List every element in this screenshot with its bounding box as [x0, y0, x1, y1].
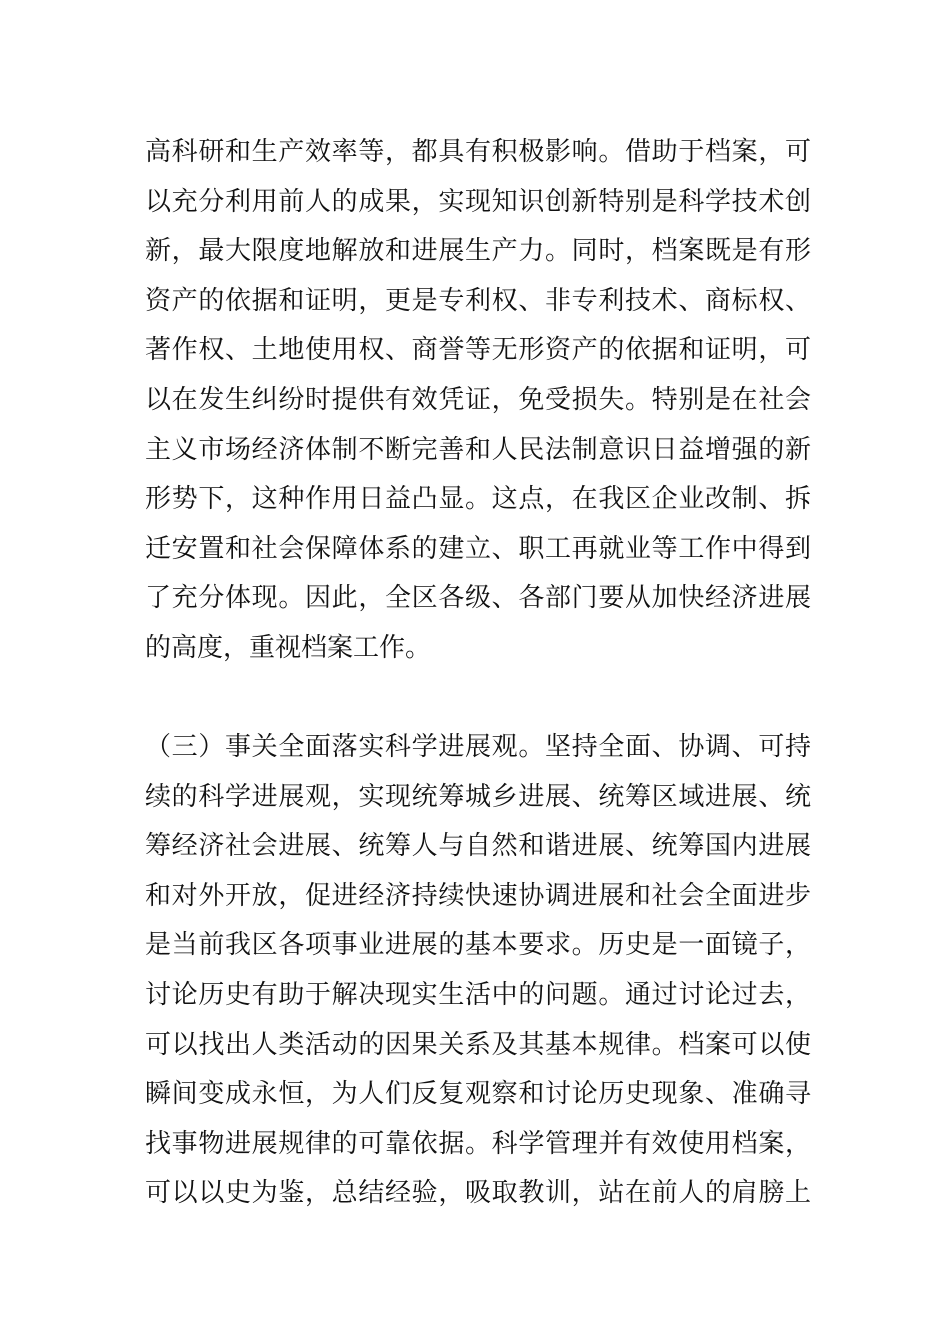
body-paragraph-1: [145, 128, 811, 674]
text-line: 筹经济社会进展、统筹人与自然和谐进展、统筹国内进展: [145, 831, 811, 862]
text-line: 了充分体现。因此，全区各级、各部门要从加快经济进展: [145, 583, 811, 614]
text-line: 形势下，这种作用日益凸显。这点，在我区企业改制、拆: [145, 484, 811, 515]
body-paragraph-2: [145, 723, 811, 1219]
text-line: （三）事关全面落实科学进展观。坚持全面、协调、可持: [145, 732, 811, 762]
text-line: 和对外开放，促进经济持续快速协调进展和社会全面进步: [145, 880, 811, 911]
text-line: 可以以史为鉴，总结经验，吸取教训，站在前人的肩膀上: [145, 1178, 811, 1209]
text-line: 讨论历史有助于解决现实生活中的问题。通过讨论过去，: [145, 979, 811, 1010]
text-line: 续的科学进展观，实现统筹城乡进展、统筹区域进展、统: [145, 781, 811, 812]
text-line: 主义市场经济体制不断完善和人民法制意识日益增强的新: [145, 434, 811, 465]
text-line: 新，最大限度地解放和进展生产力。同时，档案既是有形: [145, 236, 811, 267]
text-line: 找事物进展规律的可靠依据。科学管理并有效使用档案，: [145, 1128, 811, 1159]
text-line: 高科研和生产效率等，都具有积极影响。借助于档案，可: [145, 137, 811, 167]
text-line: 可以找出人类活动的因果关系及其基本规律。档案可以使: [145, 1029, 811, 1060]
text-line: 以在发生纠纷时提供有效凭证，免受损失。特别是在社会: [145, 384, 811, 415]
text-line: 的高度，重视档案工作。: [145, 632, 432, 663]
text-line: 以充分利用前人的成果，实现知识创新特别是科学技术创: [145, 186, 811, 217]
text-line: 著作权、土地使用权、商誉等无形资产的依据和证明，可: [145, 335, 811, 366]
text-line: 是当前我区各项事业进展的基本要求。历史是一面镜子，: [145, 930, 811, 961]
text-line: 资产的依据和证明，更是专利权、非专利技术、商标权、: [145, 285, 811, 316]
text-line: 瞬间变成永恒，为人们反复观察和讨论历史现象、准确寻: [145, 1079, 811, 1110]
text-line: 迁安置和社会保障体系的建立、职工再就业等工作中得到: [145, 533, 811, 564]
